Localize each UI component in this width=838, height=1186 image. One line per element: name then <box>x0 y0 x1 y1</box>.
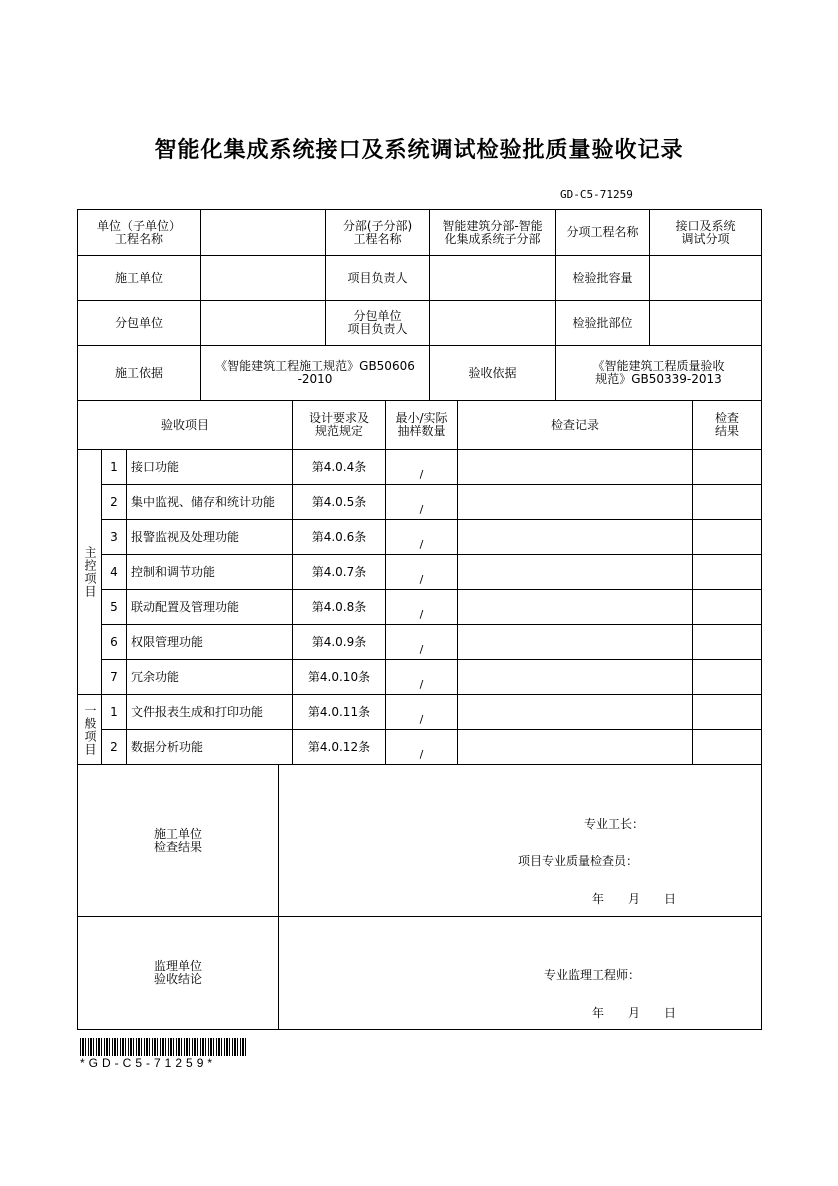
item-sample: / <box>385 659 458 695</box>
inspector-label: 项目专业质量检查员： <box>518 854 639 868</box>
item-number: 6 <box>101 624 127 660</box>
foreman-label: 专业工长： <box>584 817 645 831</box>
item-sample: / <box>385 729 458 765</box>
item-result[interactable] <box>692 589 762 625</box>
location-value[interactable] <box>649 300 762 346</box>
item-number: 5 <box>101 589 127 625</box>
item-clause: 第4.0.12条 <box>292 729 386 765</box>
sub-pm-label: 分包单位 项目负责人 <box>325 300 430 346</box>
item-record[interactable] <box>457 554 693 590</box>
item-number: 1 <box>101 694 127 730</box>
item-result[interactable] <box>692 729 762 765</box>
barcode <box>80 1038 246 1056</box>
item-result[interactable] <box>692 624 762 660</box>
document-code: GD-C5-71259 <box>560 188 633 201</box>
basis-label: 施工依据 <box>77 345 201 401</box>
item-result[interactable] <box>692 659 762 695</box>
subitem-label: 分项工程名称 <box>555 209 650 256</box>
basis-value[interactable]: 《智能建筑工程施工规范》GB50606 -2010 <box>200 345 430 401</box>
item-sample: / <box>385 694 458 730</box>
item-number: 3 <box>101 519 127 555</box>
item-record[interactable] <box>457 589 693 625</box>
item-number: 1 <box>101 449 127 485</box>
capacity-value[interactable] <box>649 255 762 301</box>
item-result[interactable] <box>692 694 762 730</box>
item-name: 报警监视及处理功能 <box>126 519 293 555</box>
col-item: 验收项目 <box>77 400 293 450</box>
item-name: 控制和调节功能 <box>126 554 293 590</box>
col-sample: 最小/实际 抽样数量 <box>385 400 458 450</box>
item-record[interactable] <box>457 659 693 695</box>
division-value[interactable]: 智能建筑分部-智能 化集成系统子分部 <box>429 209 556 256</box>
item-record[interactable] <box>457 449 693 485</box>
item-record[interactable] <box>457 694 693 730</box>
subcontractor-label: 分包单位 <box>77 300 201 346</box>
item-clause: 第4.0.9条 <box>292 624 386 660</box>
unit-value[interactable] <box>200 209 326 256</box>
unit-label: 单位（子单位） 工程名称 <box>77 209 201 256</box>
item-sample: / <box>385 589 458 625</box>
subitem-value[interactable]: 接口及系统 调试分项 <box>649 209 762 256</box>
item-sample: / <box>385 449 458 485</box>
pm-value[interactable] <box>429 255 556 301</box>
item-sample: / <box>385 554 458 590</box>
item-clause: 第4.0.8条 <box>292 589 386 625</box>
location-label: 检验批部位 <box>555 300 650 346</box>
item-clause: 第4.0.6条 <box>292 519 386 555</box>
item-name: 接口功能 <box>126 449 293 485</box>
construction-check-label: 施工单位 检查结果 <box>77 764 279 917</box>
item-name: 集中监视、储存和统计功能 <box>126 484 293 520</box>
division-label: 分部(子分部) 工程名称 <box>325 209 430 256</box>
col-record: 检查记录 <box>457 400 693 450</box>
item-number: 2 <box>101 484 127 520</box>
construction-date: 年 月 日 <box>592 892 677 906</box>
item-clause: 第4.0.11条 <box>292 694 386 730</box>
contractor-value[interactable] <box>200 255 326 301</box>
item-record[interactable] <box>457 519 693 555</box>
item-name: 数据分析功能 <box>126 729 293 765</box>
item-record[interactable] <box>457 624 693 660</box>
group-main-label: 主控项目 <box>83 546 97 598</box>
construction-check-area[interactable] <box>278 764 762 917</box>
item-name: 联动配置及管理功能 <box>126 589 293 625</box>
item-record[interactable] <box>457 729 693 765</box>
acceptance-basis-label: 验收依据 <box>429 345 556 401</box>
col-result: 检查 结果 <box>692 400 762 450</box>
acceptance-basis-value[interactable]: 《智能建筑工程质量验收 规范》GB50339-2013 <box>555 345 762 401</box>
item-result[interactable] <box>692 484 762 520</box>
item-number: 2 <box>101 729 127 765</box>
group-general-label: 一般项目 <box>83 703 97 756</box>
supervision-date: 年 月 日 <box>592 1006 677 1020</box>
supervision-area[interactable] <box>278 916 762 1030</box>
item-clause: 第4.0.4条 <box>292 449 386 485</box>
item-number: 7 <box>101 659 127 695</box>
engineer-label: 专业监理工程师： <box>544 968 641 982</box>
capacity-label: 检验批容量 <box>555 255 650 301</box>
sub-pm-value[interactable] <box>429 300 556 346</box>
item-clause: 第4.0.7条 <box>292 554 386 590</box>
item-name: 冗余功能 <box>126 659 293 695</box>
item-result[interactable] <box>692 519 762 555</box>
item-record[interactable] <box>457 484 693 520</box>
item-name: 权限管理功能 <box>126 624 293 660</box>
item-name: 文件报表生成和打印功能 <box>126 694 293 730</box>
item-sample: / <box>385 519 458 555</box>
item-sample: / <box>385 484 458 520</box>
item-number: 4 <box>101 554 127 590</box>
item-clause: 第4.0.10条 <box>292 659 386 695</box>
supervision-label: 监理单位 验收结论 <box>77 916 279 1030</box>
item-sample: / <box>385 624 458 660</box>
barcode-text: *GD-C5-71259* <box>80 1056 217 1070</box>
pm-label: 项目负责人 <box>325 255 430 301</box>
contractor-label: 施工单位 <box>77 255 201 301</box>
item-result[interactable] <box>692 554 762 590</box>
subcontractor-value[interactable] <box>200 300 326 346</box>
col-requirement: 设计要求及 规范规定 <box>292 400 386 450</box>
item-clause: 第4.0.5条 <box>292 484 386 520</box>
page-title: 智能化集成系统接口及系统调试检验批质量验收记录 <box>154 137 684 163</box>
item-result[interactable] <box>692 449 762 485</box>
